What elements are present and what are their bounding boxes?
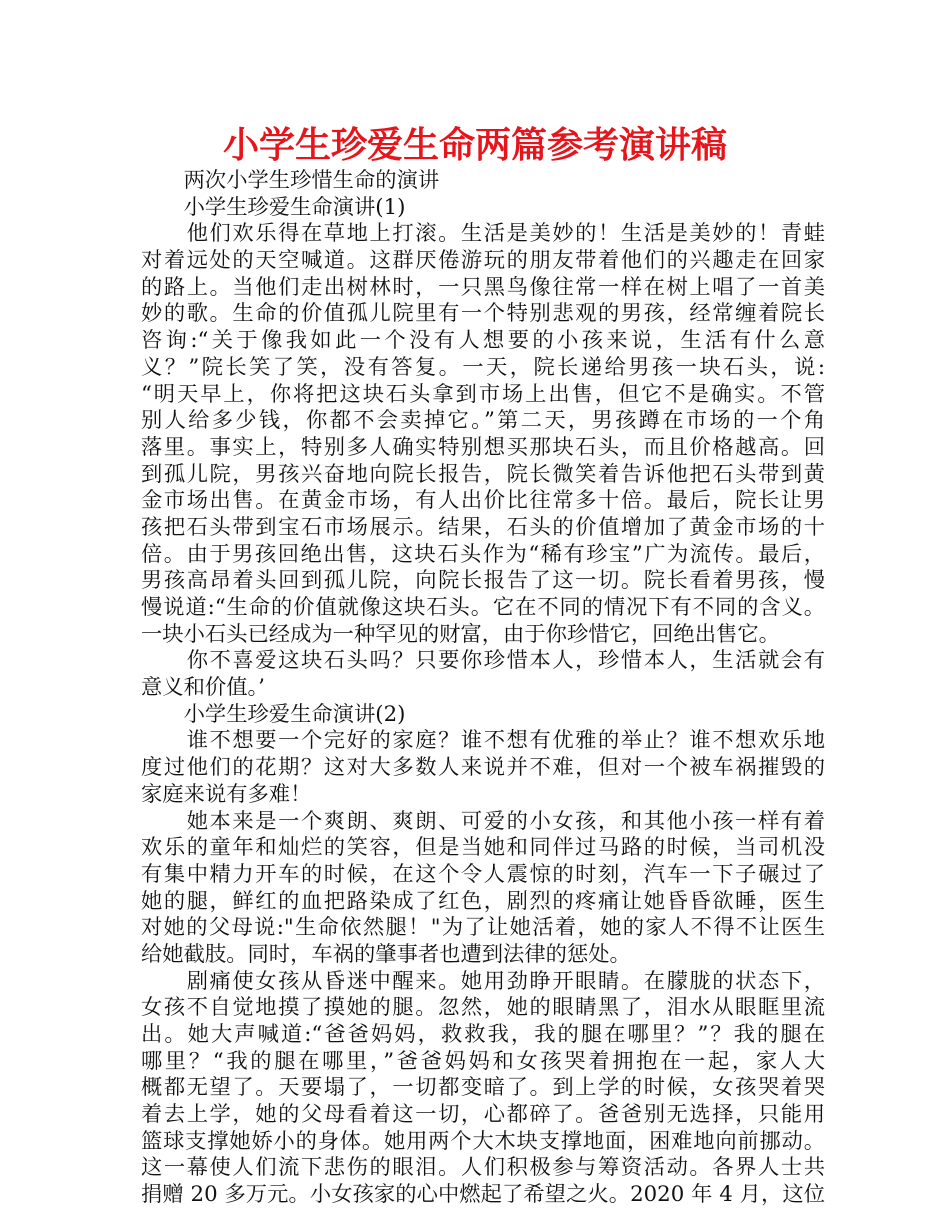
paragraph-line: 着去上学，她的父母看着这一切，心都碎了。爸爸别无选择，只能用 [141,1102,825,1128]
paragraph-line: 家庭来说有多难！ [141,781,312,807]
paragraph-line: 他们欢乐得在草地上打滚。生活是美妙的！生活是美妙的！青蛙 [141,221,825,247]
paragraph-line: 哪里？“我的腿在哪里，”爸爸妈妈和女孩哭着拥抱在一起，家人大 [141,1048,825,1074]
paragraph-line: 意义和价值。’ [141,675,265,701]
paragraph-line: 的路上。当他们走出树林时，一只黑鸟像往常一样在树上唱了一首美 [141,274,825,300]
paragraph-line: 她本来是一个爽朗、爽朗、可爱的小女孩，和其他小孩一样有着 [141,808,825,834]
paragraph-line: 慢说道:“生命的价值就像这块石头。它在不同的情况下有不同的含义。 [141,595,825,620]
document-title: 小学生珍爱生命两篇参考演讲稿 [222,125,727,166]
paragraph-line: 有集中精力开车的时候，在这个令人震惊的时刻，汽车一下子碾过了 [141,861,825,887]
paragraph-line: 落里。事实上，特别多人确实特别想买那块石头，而且价格越高。回 [141,434,825,460]
paragraph-line: 给她截肢。同时，车祸的肇事者也遭到法律的惩处。 [141,941,631,967]
paragraph-line: 这一幕使人们流下悲伤的眼泪。人们积极参与筹资活动。各界人士共 [141,1155,825,1181]
paragraph-line: 出。她大声喊道:“爸爸妈妈，救救我，我的腿在哪里？”？我的腿在 [141,1022,825,1047]
paragraph-line: “明天早上，你将把这块石头拿到市场上出售，但它不是确实。不管 [141,381,825,407]
paragraph-line: 你不喜爱这块石头吗？只要你珍惜本人，珍惜本人，生活就会有 [141,648,825,674]
paragraph-line: 金市场出售。在黄金市场，有人出价比往常多十倍。最后，院长让男 [141,488,825,514]
paragraph-line: 欢乐的童年和灿烂的笑容，但是当她和同伴过马路的时候，当司机没 [141,835,825,861]
paragraph-line: 女孩不自觉地摸了摸她的腿。忽然，她的眼睛黑了，泪水从眼眶里流 [141,995,825,1021]
paragraph-line: 别人给多少钱，你都不会卖掉它。”第二天，男孩蹲在市场的一个角 [141,408,825,434]
paragraph-line: 她的腿，鲜红的血把路染成了红色，剧烈的疼痛让她昏昏欲睡，医生 [141,888,825,914]
paragraph-line: 剧痛使女孩从昏迷中醒来。她用劲睁开眼睛。在朦胧的状态下， [141,968,825,994]
paragraph-line: 对她的父母说:"生命依然腿！"为了让她活着，她的家人不得不让医生 [141,915,825,941]
document-body [141,168,825,1209]
paragraph-line: 度过他们的花期？这对大多数人来说并不难，但对一个被车祸摧毁的 [141,755,825,781]
paragraph-line: 一块小石头已经成为一种罕见的财富，由于你珍惜它，回绝出售它。 [141,621,780,647]
paragraph-line: 义？”院长笑了笑，没有答复。一天，院长递给男孩一块石头，说: [141,354,825,380]
paragraph-line: 孩把石头带到宝石市场展示。结果，石头的价值增加了黄金市场的十 [141,514,825,540]
paragraph-line: 篮球支撑她娇小的身体。她用两个大木块支撑地面，困难地向前挪动。 [141,1128,825,1154]
section-heading-1: 小学生珍爱生命演讲(1) [141,194,406,220]
paragraph-line: 概都无望了。天要塌了，一切都变暗了。到上学的时候，女孩哭着哭 [141,1075,825,1101]
paragraph-line: 对着远处的天空喊道。这群厌倦游玩的朋友带着他们的兴趣走在回家 [141,248,825,274]
paragraph-line: 男孩高昂着头回到孤儿院，向院长报告了这一切。院长看着男孩，慢 [141,568,825,594]
paragraph-line: 咨询:“关于像我如此一个没有人想要的小孩来说，生活有什么意 [141,328,825,354]
paragraph-line: 倍。由于男孩回绝出售，这块石头作为“稀有珍宝”广为流传。最后， [141,541,825,567]
subtitle-line: 两次小学生珍惜生命的演讲 [141,168,440,193]
paragraph-line: 谁不想要一个完好的家庭？谁不想有优雅的举止？谁不想欢乐地 [141,728,825,754]
paragraph-line: 捐赠 20 多万元。小女孩家的心中燃起了希望之火。2020 年 4 月，这位 [141,1182,825,1208]
paragraph-line: 妙的歌。生命的价值孤儿院里有一个特别悲观的男孩，经常缠着院长 [141,301,825,327]
paragraph-line: 到孤儿院，男孩兴奋地向院长报告，院长微笑着告诉他把石头带到黄 [141,461,825,487]
section-heading-2: 小学生珍爱生命演讲(2) [141,701,406,727]
